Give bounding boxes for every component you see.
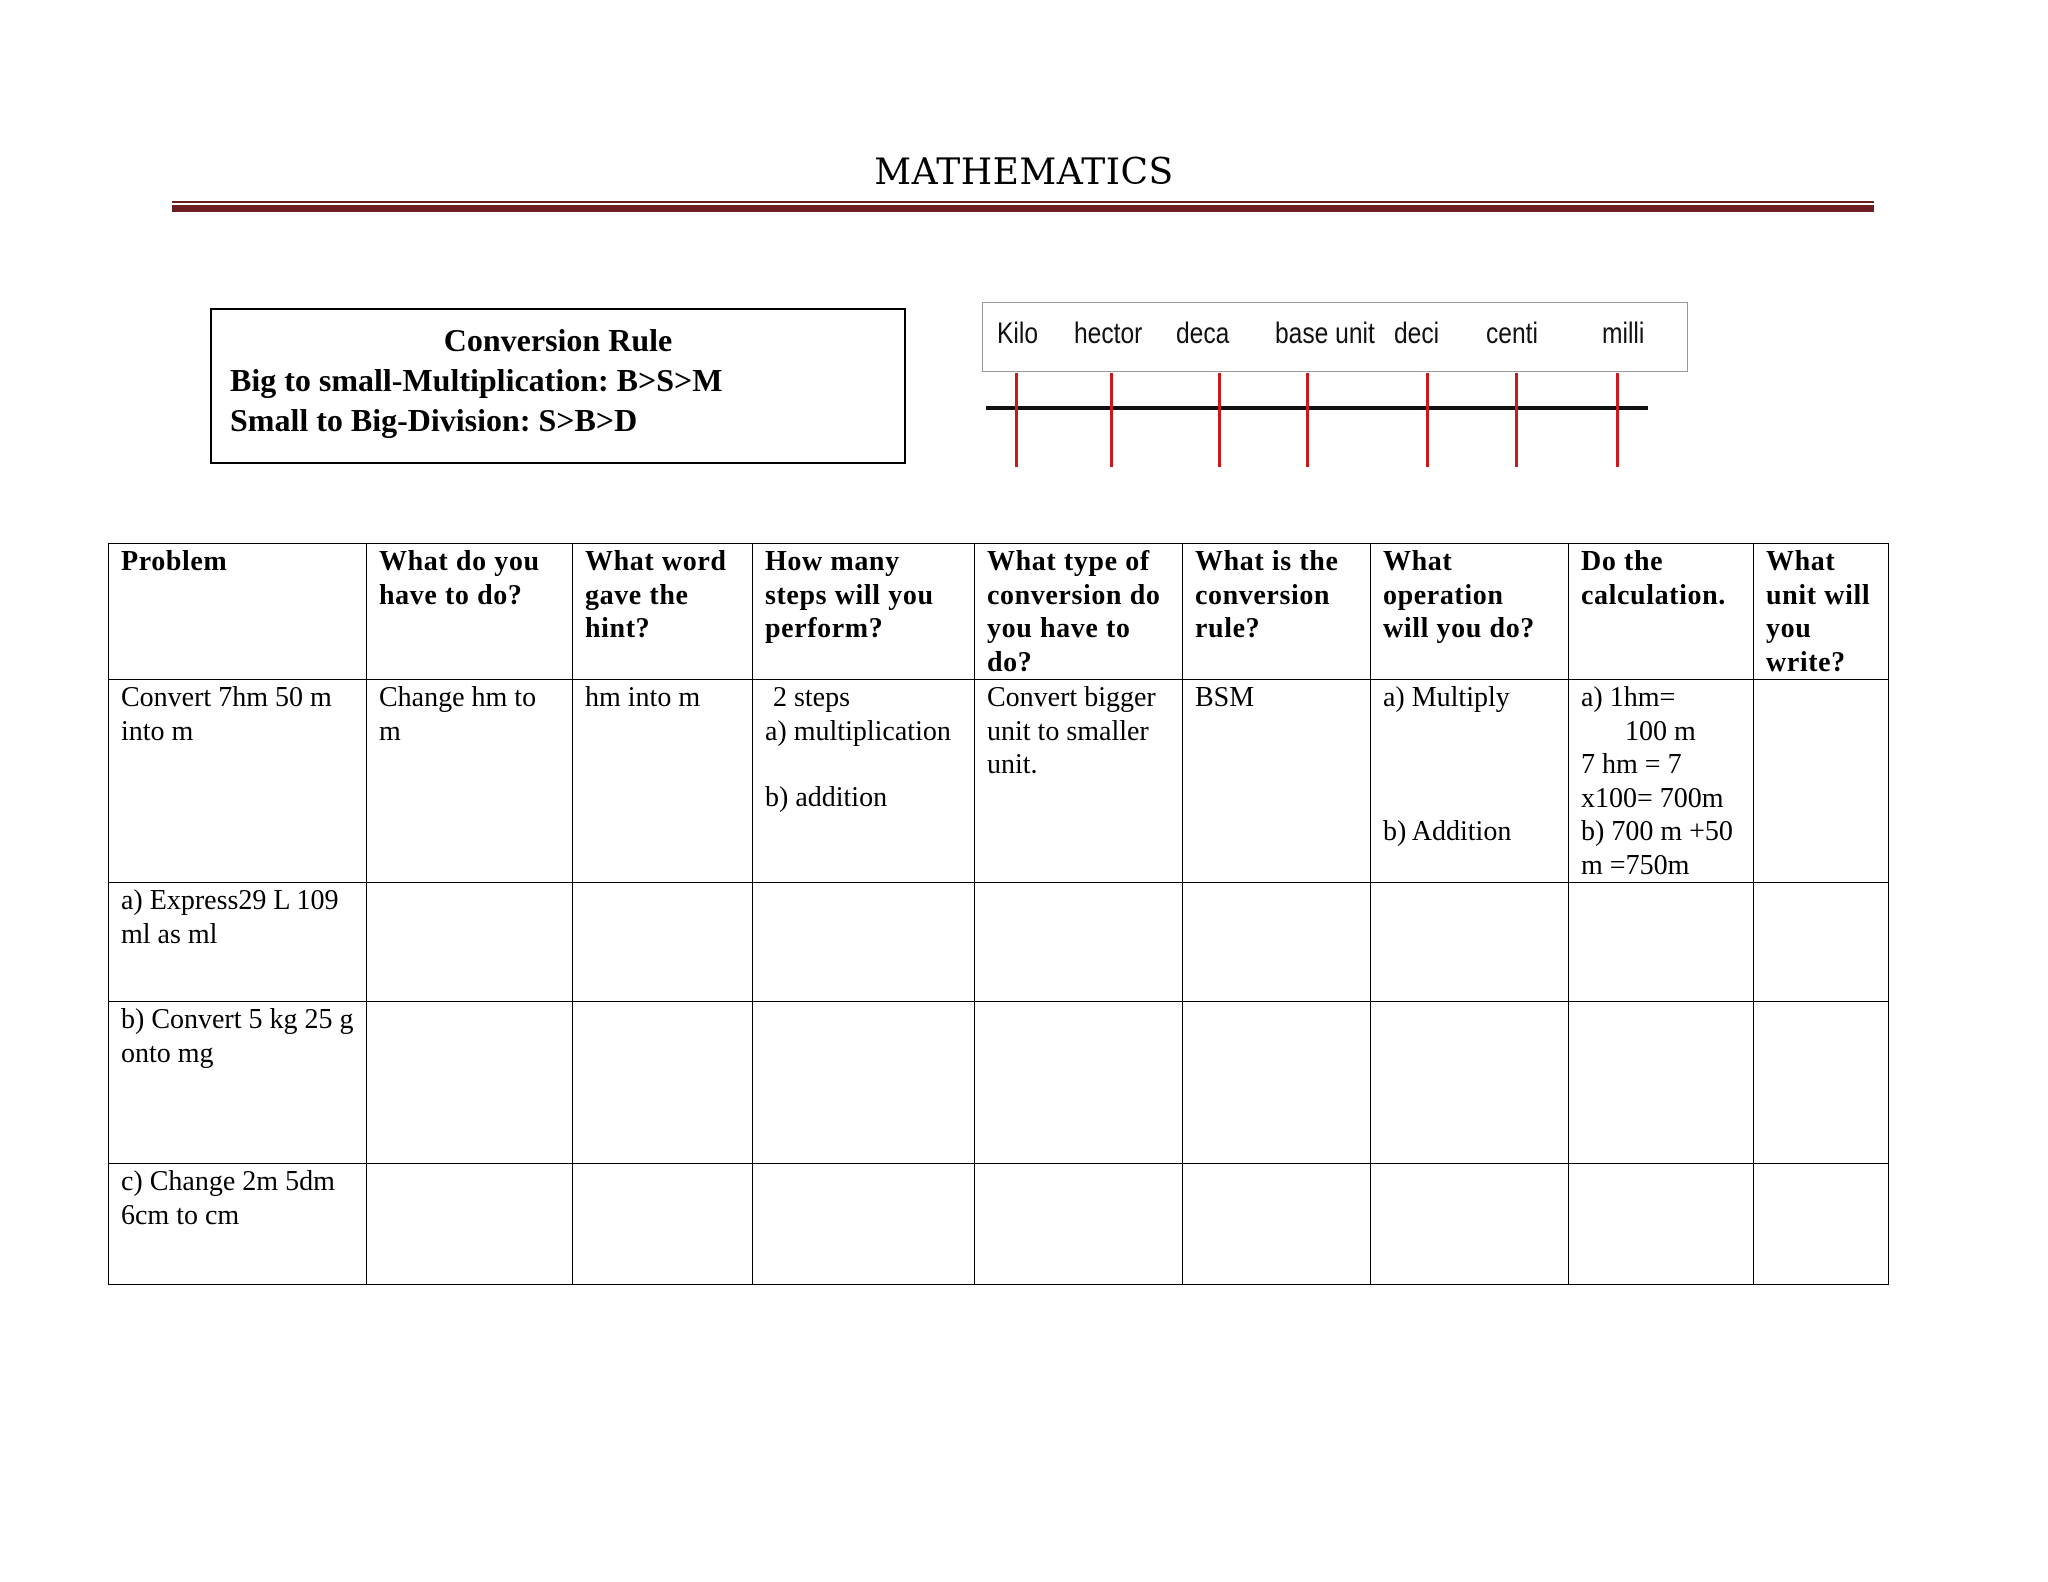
- conversion-rule-line-2: Small to Big-Division: S>B>D: [230, 402, 638, 438]
- answer-cell[interactable]: [367, 1002, 573, 1164]
- scale-label-milli: milli: [1602, 317, 1645, 350]
- scale-tick-deca: [1218, 373, 1221, 467]
- example-rule-cell: BSM: [1183, 680, 1371, 883]
- example-todo-cell: Change hm to m: [367, 680, 573, 883]
- problem-cell-a: a) Express29 L 109 ml as ml: [109, 883, 367, 1002]
- header-divider-thick: [172, 205, 1874, 212]
- answer-cell[interactable]: [753, 1164, 975, 1285]
- scale-label-kilo: Kilo: [997, 317, 1039, 350]
- scale-tick-centi: [1515, 373, 1518, 467]
- problem-row-a: [109, 883, 1889, 1002]
- answer-cell[interactable]: [1569, 883, 1754, 1002]
- example-operation-cell: [1371, 680, 1569, 883]
- problem-cell-b: b) Convert 5 kg 25 g onto mg: [109, 1002, 367, 1164]
- unit-scale-line: [986, 406, 1648, 410]
- example-problem-cell: Convert 7hm 50 m into m: [109, 680, 367, 883]
- answer-cell[interactable]: [1183, 883, 1371, 1002]
- answer-cell[interactable]: [753, 883, 975, 1002]
- header-operation: What operation will you do?: [1371, 544, 1569, 680]
- operation-b: b) Addition: [1383, 815, 1512, 847]
- header-hint-word: What word gave the hint?: [573, 544, 753, 680]
- answer-cell[interactable]: [1754, 1002, 1889, 1164]
- answer-cell[interactable]: [1754, 883, 1889, 1002]
- scale-label-hector: hector: [1074, 317, 1143, 350]
- answer-cell[interactable]: [367, 1164, 573, 1285]
- problem-cell-c: c) Change 2m 5dm 6cm to cm: [109, 1164, 367, 1285]
- example-calculation-cell: [1569, 680, 1754, 883]
- answer-cell[interactable]: [1371, 1164, 1569, 1285]
- operation-a: a) Multiply: [1383, 682, 1510, 713]
- scale-label-centi: centi: [1486, 317, 1538, 350]
- scale-label-deca: deca: [1176, 317, 1230, 350]
- conversion-rule-box: [210, 308, 906, 464]
- scale-tick-milli: [1616, 373, 1619, 467]
- calc-line-2: 100 m: [1625, 715, 1696, 747]
- header-problem: Problem: [109, 544, 367, 680]
- scale-tick-base-unit: [1306, 373, 1309, 467]
- answer-cell[interactable]: [1371, 1002, 1569, 1164]
- scale-tick-kilo: [1015, 373, 1018, 467]
- answer-cell[interactable]: [1183, 1002, 1371, 1164]
- header-unit: What unit will you write?: [1754, 544, 1889, 680]
- answer-cell[interactable]: [1371, 883, 1569, 1002]
- conversion-rule-title: Conversion Rule: [443, 322, 673, 358]
- scale-tick-hector: [1110, 373, 1113, 467]
- calc-line-4: b) 700 m +50 m =750m: [1581, 816, 1733, 881]
- answer-cell[interactable]: [1754, 1164, 1889, 1285]
- example-row: [109, 680, 1889, 883]
- header-calculation: Do the calculation.: [1569, 544, 1754, 680]
- header-conversion-type: What type of conversion do you have to do?: [975, 544, 1183, 680]
- header-conversion-rule: What is the conversion rule?: [1183, 544, 1371, 680]
- calc-line-3: 7 hm = 7 x100= 700m: [1581, 749, 1724, 814]
- answer-cell[interactable]: [975, 883, 1183, 1002]
- header-divider-thin: [172, 201, 1874, 203]
- answer-cell[interactable]: [1569, 1002, 1754, 1164]
- answer-cell[interactable]: [1183, 1164, 1371, 1285]
- step-a: a) multiplication: [765, 715, 951, 747]
- scale-label-base-unit: base unit: [1275, 317, 1375, 350]
- problem-row-b: [109, 1002, 1889, 1164]
- answer-cell[interactable]: [753, 1002, 975, 1164]
- answer-cell[interactable]: [975, 1164, 1183, 1285]
- conversion-worksheet-table: [108, 543, 1889, 1285]
- step-b: b) addition: [765, 782, 888, 813]
- answer-cell[interactable]: [573, 883, 753, 1002]
- unit-scale-labels: [982, 302, 1688, 372]
- answer-cell[interactable]: [1569, 1164, 1754, 1285]
- answer-cell[interactable]: [367, 883, 573, 1002]
- answer-cell[interactable]: [573, 1002, 753, 1164]
- example-hint-cell: hm into m: [573, 680, 753, 883]
- page-title: MATHEMATICS: [874, 152, 1174, 193]
- answer-cell[interactable]: [573, 1164, 753, 1285]
- example-steps-cell: [753, 680, 975, 883]
- example-unit-cell[interactable]: [1754, 680, 1889, 883]
- scale-label-deci: deci: [1394, 317, 1440, 350]
- calc-line-1: a) 1hm=: [1581, 682, 1676, 713]
- problem-row-c: [109, 1164, 1889, 1285]
- example-conversion-type-cell: Convert bigger unit to smaller unit.: [975, 680, 1183, 883]
- scale-tick-deci: [1426, 373, 1429, 467]
- conversion-rule-line-1: Big to small-Multiplication: B>S>M: [230, 362, 723, 398]
- header-row: [109, 544, 1889, 680]
- steps-count: 2 steps: [773, 682, 850, 713]
- header-what-to-do: What do you have to do?: [367, 544, 573, 680]
- answer-cell[interactable]: [975, 1002, 1183, 1164]
- header-steps: How many steps will you perform?: [753, 544, 975, 680]
